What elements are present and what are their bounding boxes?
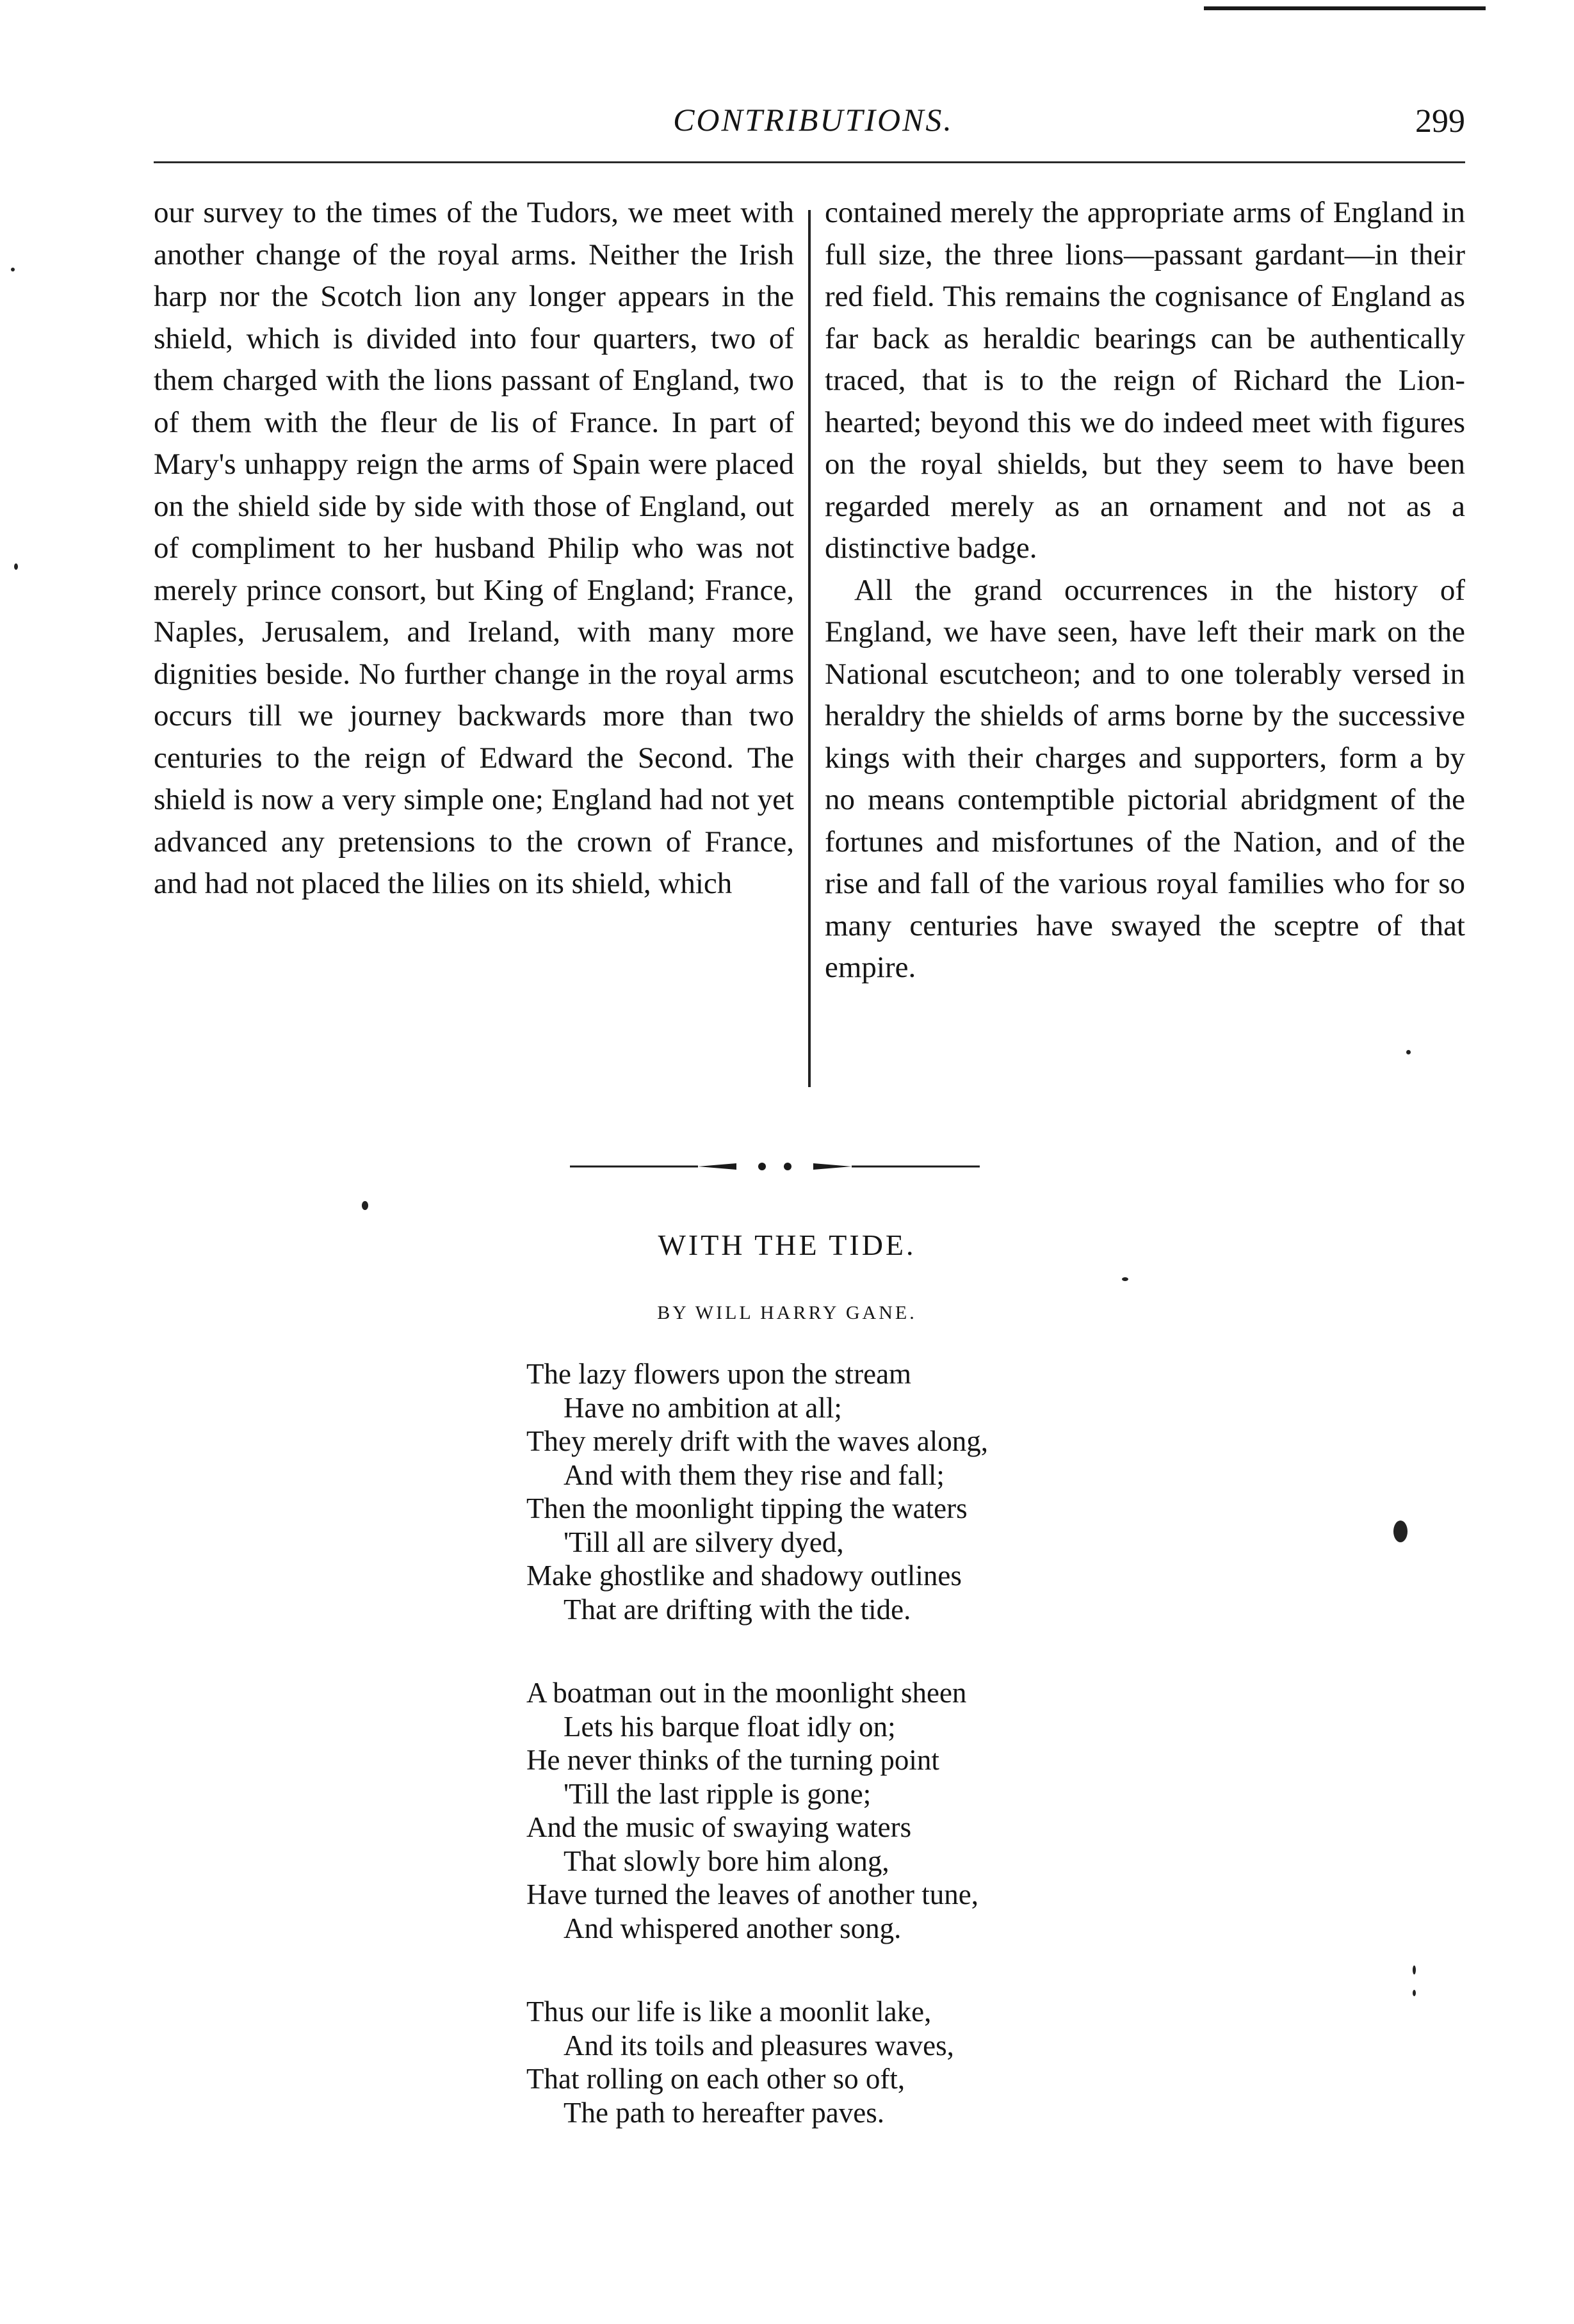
- scan-speck: [1413, 1965, 1416, 1974]
- poem-line: Lets his barque float idly on;: [564, 1710, 896, 1743]
- poem-line: That are drifting with the tide.: [564, 1593, 911, 1626]
- poem-line: A boatman out in the moonlight sheen: [526, 1677, 967, 1709]
- header-rule: [154, 161, 1465, 163]
- section-ornament-icon: [570, 1161, 980, 1172]
- left-column: [154, 192, 808, 1087]
- top-edge-rule: [1204, 6, 1486, 10]
- scan-speck: [1122, 1277, 1128, 1281]
- poem-line: The lazy flowers upon the stream: [526, 1358, 912, 1390]
- poem-line: And with them they rise and fall;: [564, 1458, 945, 1491]
- left-paragraph: our survey to the times of the Tudors, we meet with another change of the royal arms. Neither the Irish harp nor the Scotch lion any longer appears in the shield, which is divided into four quarters, two of them charged with the lions passant of England, two of them with the fleur de lis of France. In part of Mary's unhappy reign the arms of Spain were placed on the shield side by side with those of England, out of compliment to her husband Philip who was not merely prince consort, but King of England; France, Naples, Jerusalem, and Ireland, with many more dignities beside. No further change in the royal arms occurs till we journey backwards more than two centuries to the reign of Edward the Second. The shield is now a very simple one; England had not yet advanced any pretensions to the crown of France, and had not placed the lilies on its shield, which: [154, 196, 794, 900]
- scan-speck: [1393, 1521, 1408, 1542]
- stanza-3: [526, 1995, 1231, 2129]
- poem-line: The path to hereafter paves.: [564, 2096, 884, 2129]
- right-paragraph-2: All the grand occurrences in the history of England, we have seen, have left their mark on the National escutcheon; and to one tolerably versed in heraldry the shields of arms borne by the successive kings with their charges and supporters, form a by no means contemptible pictorial abridgment of the fortunes and misfortunes of the Nation, and of the rise and fall of the various royal families who for so many centuries have swayed the sceptre of that empire.: [825, 573, 1465, 984]
- poem-author: BY WILL HARRY GANE.: [657, 1302, 917, 1323]
- poem-title: WITH THE TIDE.: [658, 1229, 916, 1261]
- article-columns: [154, 192, 1466, 1087]
- scan-speck: [11, 268, 15, 271]
- poem-line: That slowly bore him along,: [564, 1844, 889, 1877]
- stanza-2: [526, 1676, 1231, 1945]
- poem-line: That rolling on each other so oft,: [526, 2063, 905, 2095]
- running-head: CONTRIBUTIONS.: [673, 102, 953, 138]
- poem-line: They merely drift with the waves along,: [526, 1425, 989, 1457]
- stanza-1: [526, 1357, 1231, 1626]
- scan-speck: [1406, 1050, 1411, 1054]
- scan-speck: [14, 563, 18, 570]
- poem-line: Have no ambition at all;: [564, 1391, 842, 1424]
- poem-line: Make ghostlike and shadowy outlines: [526, 1560, 962, 1592]
- scan-speck: [362, 1201, 368, 1210]
- scan-speck: [1413, 1990, 1416, 1996]
- page-number: 299: [1415, 103, 1465, 140]
- right-column: [811, 192, 1465, 1087]
- poem-line: 'Till the last ripple is gone;: [564, 1777, 872, 1810]
- poem-line: He never thinks of the turning point: [526, 1744, 939, 1776]
- right-paragraph-1: contained merely the appropriate arms of England in full size, the three lions—passant gardant—in their red field. This remains the cognisance of England as far back as heraldic bearings can be authentically traced, that is to the reign of Richard the Lion-hearted; beyond this we do indeed meet with figures on the royal shields, but they seem to have been regarded merely as an ornament and not as a distinctive badge.: [825, 196, 1465, 565]
- poem-line: 'Till all are silvery dyed,: [564, 1526, 844, 1558]
- poem-line: And the music of swaying waters: [526, 1811, 912, 1843]
- poem-line: Thus our life is like a moonlit lake,: [526, 1996, 932, 2028]
- poem-line: Then the moonlight tipping the waters: [526, 1492, 968, 1524]
- poem-body: [526, 1357, 1231, 2179]
- poem-line: And whispered another song.: [564, 1912, 902, 1944]
- poem-line: And its toils and pleasures waves,: [564, 2029, 954, 2062]
- poem-line: Have turned the leaves of another tune,: [526, 1878, 978, 1910]
